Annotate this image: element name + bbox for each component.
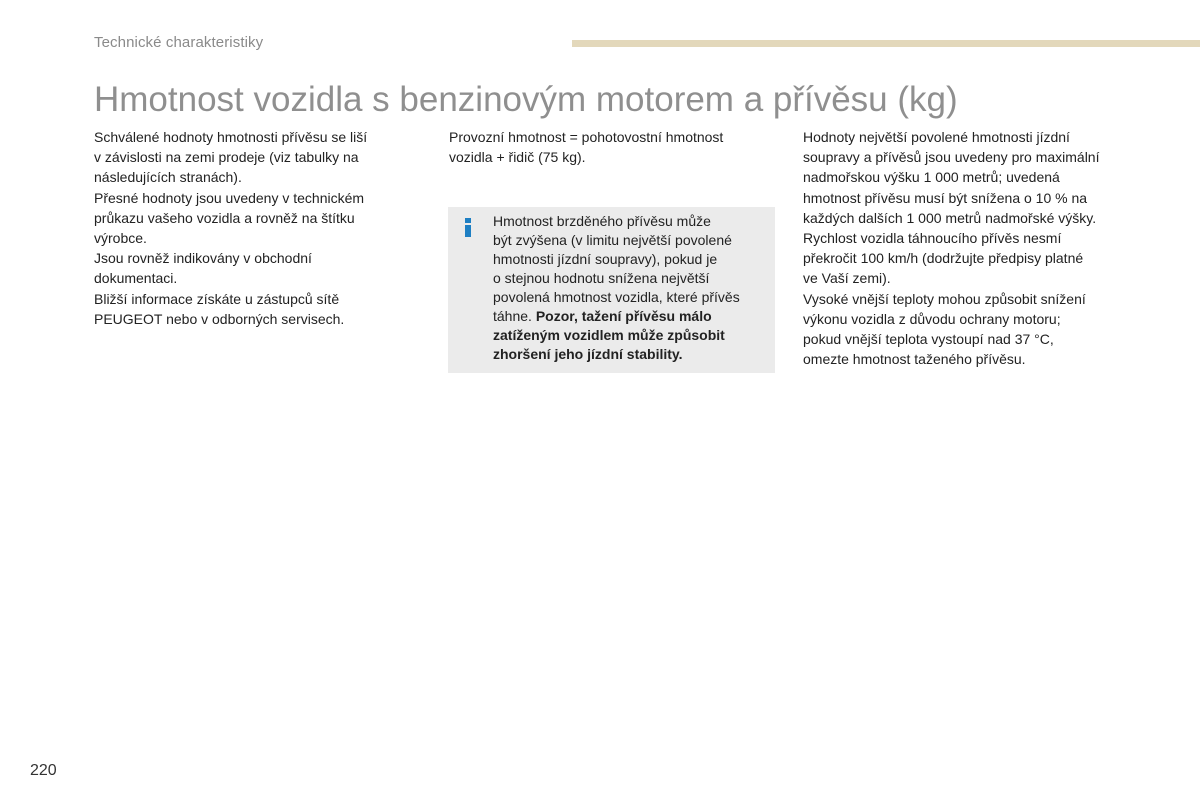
- info-warning-line: zhoršení jeho jízdní stability.: [493, 346, 683, 362]
- info-line: povolená hmotnost vozidla, které přívěs: [493, 289, 740, 305]
- text-line: v závislosti na zemi prodeje (viz tabulky na: [94, 149, 359, 166]
- text-line: soupravy a přívěsů jsou uvedeny pro maximální: [803, 149, 1100, 166]
- info-line: [493, 307, 769, 326]
- info-line: hmotnosti jízdní soupravy), pokud je: [493, 251, 718, 267]
- info-line-plain: táhne.: [493, 308, 536, 324]
- info-note-box: [448, 207, 775, 373]
- text-line: vozidla + řidič (75 kg).: [449, 149, 586, 166]
- info-line: být zvýšena (v limitu největší povolené: [493, 232, 732, 248]
- text-line: průkazu vašeho vozidla a rovněž na štítku: [94, 209, 355, 226]
- text-column-1: [94, 127, 414, 329]
- info-line: [493, 345, 769, 364]
- header-rule: [572, 40, 1200, 47]
- info-line: o stejnou hodnotu snížena největší: [493, 270, 710, 286]
- text-line: Provozní hmotnost = pohotovostní hmotnost: [449, 129, 724, 145]
- text-line: ve Vaší zemi).: [803, 270, 891, 287]
- text-line: překročit 100 km/h (dodržujte předpisy platné: [803, 250, 1084, 267]
- text-line: PEUGEOT nebo v odborných servisech.: [94, 310, 345, 327]
- text-line: výrobce.: [94, 230, 147, 247]
- text-column-2: [449, 127, 769, 167]
- text-line: Přesné hodnoty jsou uvedeny v technickém: [94, 189, 365, 206]
- info-icon-dot: [465, 218, 471, 223]
- info-line: Hmotnost brzděného přívěsu může: [493, 213, 711, 229]
- info-note-text: [493, 212, 769, 364]
- text-line: Hodnoty největší povolené hmotnosti jízdní: [803, 129, 1070, 145]
- text-line: následujících stranách).: [94, 169, 242, 186]
- info-line: [493, 326, 769, 345]
- text-line: výkonu vozidla z důvodu ochrany motoru;: [803, 310, 1061, 327]
- text-line: Bližší informace získáte u zástupců sítě: [94, 290, 340, 307]
- text-line: Schválené hodnoty hmotnosti přívěsu se liší: [94, 129, 368, 145]
- page-number: 220: [30, 762, 57, 779]
- text-line: Vysoké vnější teploty mohou způsobit snížení: [803, 290, 1086, 307]
- info-warning-start: Pozor, tažení přívěsu málo: [535, 308, 712, 324]
- text-line: Rychlost vozidla táhnoucího přívěs nesmí: [803, 230, 1062, 247]
- text-line: Jsou rovněž indikovány v obchodní: [94, 250, 312, 267]
- info-warning-line: zatíženým vozidlem může způsobit: [493, 327, 725, 343]
- section-label: Technické charakteristiky: [94, 34, 264, 51]
- info-icon: [465, 218, 471, 236]
- info-icon-bar: [465, 225, 471, 237]
- text-line: každých dalších 1 000 metrů nadmořské výšky.: [803, 209, 1097, 226]
- text-line: omezte hmotnost taženého přívěsu.: [803, 351, 1026, 368]
- page-title: Hmotnost vozidla s benzinovým motorem a přívěsu (kg): [94, 80, 958, 119]
- text-line: nadmořskou výšku 1 000 metrů; uvedená: [803, 169, 1060, 186]
- text-line: dokumentaci.: [94, 270, 178, 287]
- text-line: hmotnost přívěsu musí být snížena o 10 % na: [803, 189, 1088, 206]
- text-column-3: [803, 127, 1148, 369]
- text-line: pokud vnější teplota vystoupí nad 37 °C,: [803, 331, 1054, 348]
